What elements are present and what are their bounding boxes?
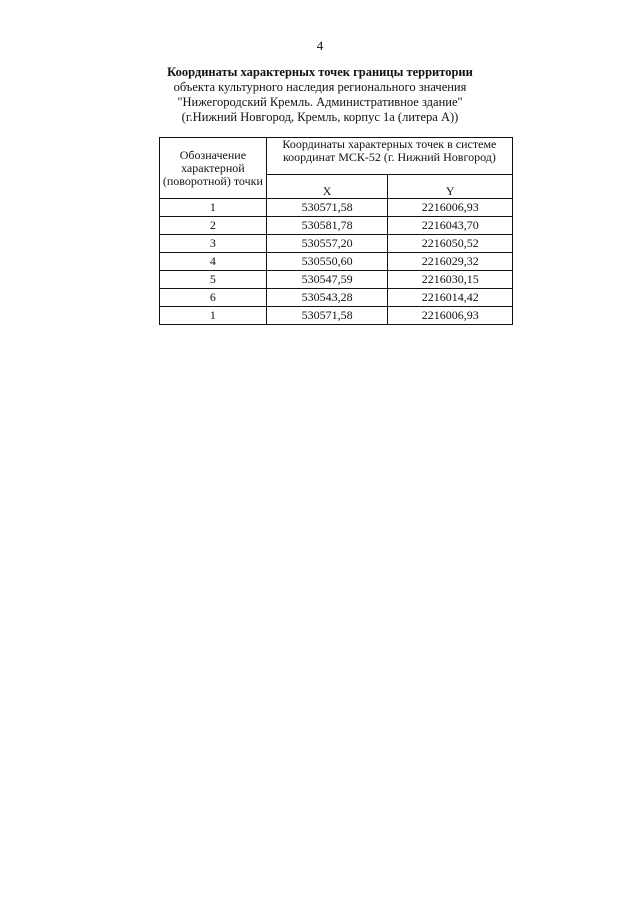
x-cell: 530550,60 [266,253,388,271]
y-cell: 2216030,15 [388,271,513,289]
table-row [160,307,513,325]
x-cell: 530581,78 [266,217,388,235]
table-row [160,253,513,271]
heading-line-address: (г.Нижний Новгород, Кремль, корпус 1а (литера А)) [181,110,459,124]
table-row [160,217,513,235]
table-row [160,289,513,307]
y-cell: 2216043,70 [388,217,513,235]
point-cell: 4 [160,253,267,271]
point-cell: 5 [160,271,267,289]
x-cell: 530557,20 [266,235,388,253]
header-point-designation: Обозначение характерной (поворотной) точки [160,138,267,199]
table-row [160,271,513,289]
heading-line-name: "Нижегородский Кремль. Административное здание" [177,95,463,109]
y-cell: 2216050,52 [388,235,513,253]
table-row [160,235,513,253]
heading-title: Координаты характерных точек границы территории [167,65,473,79]
header-y: Y [388,175,513,199]
x-cell: 530543,28 [266,289,388,307]
point-cell: 1 [160,307,267,325]
y-cell: 2216006,93 [388,307,513,325]
document-heading [0,65,640,125]
y-cell: 2216006,93 [388,199,513,217]
header-x: X [266,175,388,199]
heading-line-object: объекта культурного наследия регионального значения [173,80,467,94]
x-cell: 530571,58 [266,199,388,217]
table-row [160,199,513,217]
point-cell: 2 [160,217,267,235]
y-cell: 2216029,32 [388,253,513,271]
point-cell: 6 [160,289,267,307]
page-number: 4 [316,38,324,53]
coordinates-table [159,137,513,325]
point-cell: 3 [160,235,267,253]
x-cell: 530571,58 [266,307,388,325]
header-coordinate-system: Координаты характерных точек в системе координат МСК-52 (г. Нижний Новгород) [266,138,512,175]
point-cell: 1 [160,199,267,217]
y-cell: 2216014,42 [388,289,513,307]
x-cell: 530547,59 [266,271,388,289]
